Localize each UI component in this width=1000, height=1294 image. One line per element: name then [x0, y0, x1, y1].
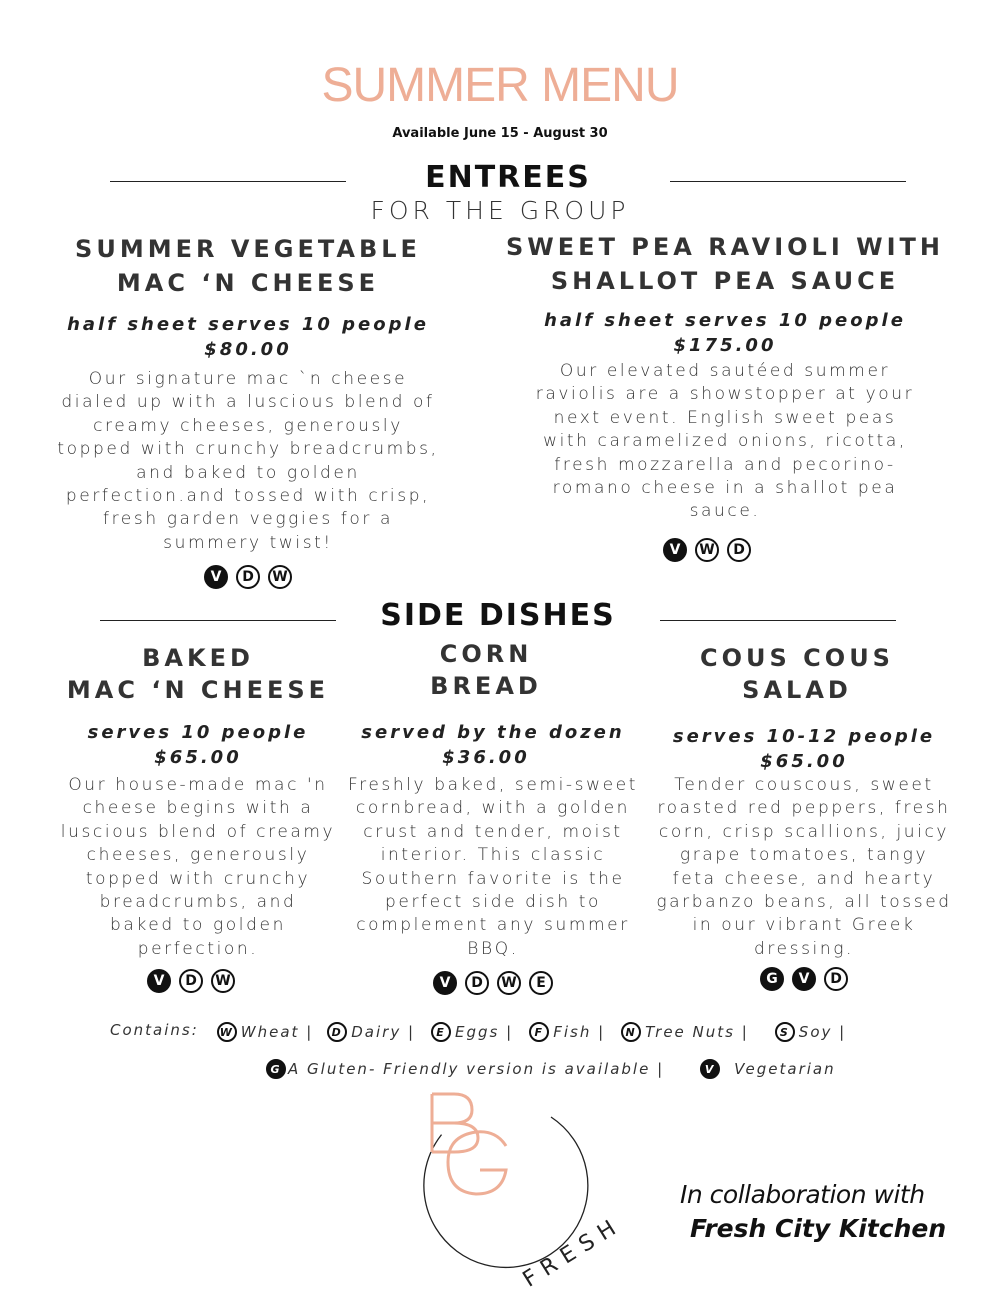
- vegetarian-icon: V: [147, 969, 171, 993]
- legend-wheat: Wheat |: [240, 1023, 314, 1041]
- title-line: MAC ‘N CHEESE: [66, 676, 330, 704]
- serves-text: half sheet serves 10 people: [544, 310, 906, 331]
- title-line: SALAD: [742, 676, 852, 704]
- divider-right: [670, 181, 906, 182]
- divider-left: [100, 620, 336, 621]
- price: $65.00: [760, 751, 848, 772]
- legend-dairy: Dairy |: [351, 1023, 416, 1041]
- entree-card-mac: [30, 232, 466, 589]
- dairy-icon: D: [236, 565, 260, 589]
- desc-line: garbanzo beans, all tossed: [656, 892, 952, 913]
- desc-line: topped with crunchy: [85, 868, 311, 889]
- desc-line: luscious blend of creamy: [60, 821, 336, 842]
- desc-line: Freshly baked, semi-sweet: [347, 775, 639, 795]
- item-title: [40, 642, 356, 706]
- bg-fresh-logo: [410, 1086, 628, 1293]
- vegetarian-icon: V: [663, 538, 687, 562]
- dietary-badges: [40, 969, 356, 993]
- legend-vegetarian: Vegetarian: [734, 1060, 836, 1078]
- serves-text: half sheet serves 10 people: [67, 314, 429, 335]
- desc-line: perfect side dish to: [385, 892, 601, 913]
- price: $175.00: [673, 335, 777, 356]
- side-card-corn-bread: [340, 638, 646, 995]
- price: $65.00: [154, 747, 242, 768]
- desc-line: Our house-made mac 'n: [68, 775, 328, 795]
- dairy-icon: D: [327, 1022, 347, 1042]
- item-description: [40, 774, 356, 961]
- desc-line: Tender couscous, sweet: [674, 775, 934, 795]
- side-card-baked-mac: [40, 642, 356, 993]
- gluten-friendly-icon: G: [266, 1059, 286, 1079]
- desc-line: perfection.and tossed with crisp,: [65, 486, 431, 507]
- dietary-badges: [30, 565, 466, 589]
- dairy-icon: D: [727, 538, 751, 562]
- desc-line: baked to golden: [110, 915, 286, 936]
- title-line: SWEET PEA RAVIOLI WITH: [506, 233, 944, 261]
- item-title: [340, 638, 646, 702]
- item-description: [500, 360, 950, 524]
- dairy-icon: D: [465, 971, 489, 995]
- availability-dates: Available June 15 - August 30: [392, 126, 608, 141]
- desc-line: roasted red peppers, fresh: [657, 798, 951, 819]
- legend-gluten: A Gluten- Friendly version is available |: [288, 1060, 665, 1078]
- title-line: CORN: [439, 640, 533, 668]
- desc-line: dialed up with a luscious blend of: [61, 392, 435, 413]
- desc-line: feta cheese, and hearty: [672, 868, 936, 889]
- desc-line: dressing.: [753, 938, 855, 959]
- vegetarian-icon: V: [792, 967, 816, 991]
- legend-tree-nuts: Tree Nuts |: [645, 1023, 749, 1041]
- contains-label: Contains:: [110, 1021, 199, 1039]
- desc-line: raviolis are a showstopper at your: [535, 384, 915, 405]
- dairy-icon: D: [179, 969, 203, 993]
- legend-soy: Soy |: [798, 1023, 847, 1041]
- vegetarian-icon: V: [700, 1059, 720, 1079]
- desc-line: romano cheese in a shallot pea: [552, 478, 898, 499]
- desc-line: fresh mozzarella and pecorino-: [554, 454, 896, 475]
- desc-line: summery twist!: [163, 532, 333, 553]
- desc-line: topped with crunchy breadcrumbs,: [57, 439, 439, 460]
- desc-line: perfection.: [137, 938, 259, 959]
- title-line: BREAD: [430, 672, 542, 700]
- dietary-badges: [500, 538, 950, 562]
- desc-line: interior. This classic: [380, 845, 606, 866]
- desc-line: cheeses, generously: [86, 845, 310, 866]
- collab-line-1: In collaboration with: [680, 1180, 925, 1209]
- wheat-icon: W: [497, 971, 521, 995]
- wheat-icon: W: [695, 538, 719, 562]
- desc-line: Our signature mac `n cheese: [88, 369, 408, 389]
- item-title: [30, 232, 466, 300]
- legend-row-1: [110, 1022, 846, 1042]
- wheat-icon: W: [268, 565, 292, 589]
- divider-left: [110, 181, 346, 182]
- desc-line: and baked to golden: [136, 462, 360, 483]
- gluten-friendly-icon: G: [760, 967, 784, 991]
- collab-line-2: Fresh City Kitchen: [690, 1214, 947, 1243]
- eggs-icon: E: [529, 971, 553, 995]
- item-description: [340, 774, 646, 961]
- legend-eggs: Eggs |: [455, 1023, 514, 1041]
- desc-line: BBQ.: [467, 938, 519, 959]
- desc-line: cornbread, with a golden: [355, 798, 631, 819]
- title-line: MAC ‘N CHEESE: [116, 269, 380, 297]
- logo-word: FRESH: [518, 1211, 628, 1293]
- vegetarian-icon: V: [204, 565, 228, 589]
- title-line: BAKED: [142, 644, 254, 672]
- desc-line: sauce.: [689, 501, 761, 522]
- menu-title: SUMMER MENU: [321, 59, 679, 112]
- legend-row-2: [266, 1059, 836, 1079]
- sides-heading: SIDE DISHES: [380, 598, 616, 633]
- desc-line: Southern favorite is the: [361, 868, 625, 889]
- desc-line: grape tomatoes, tangy: [679, 845, 929, 866]
- serves-text: served by the dozen: [361, 722, 625, 743]
- serves-text: serves 10-12 people: [672, 726, 936, 747]
- side-card-couscous: [648, 642, 960, 991]
- dairy-icon: D: [824, 967, 848, 991]
- desc-line: next event. English sweet peas: [553, 407, 897, 428]
- legend-fish: Fish |: [553, 1023, 606, 1041]
- dietary-badges: [340, 971, 646, 995]
- dietary-badges: [648, 967, 960, 991]
- title-line: COUS COUS: [700, 644, 894, 672]
- desc-line: cheese begins with a: [82, 798, 314, 819]
- fish-icon: F: [529, 1022, 549, 1042]
- eggs-icon: E: [431, 1022, 451, 1042]
- price: $36.00: [442, 747, 530, 768]
- tree-nuts-icon: N: [621, 1022, 641, 1042]
- desc-line: Our elevated sautéed summer: [559, 361, 891, 381]
- divider-right: [660, 620, 896, 621]
- item-title: [500, 230, 950, 298]
- entrees-heading: ENTREES: [425, 160, 591, 195]
- desc-line: fresh garden veggies for a: [103, 509, 393, 530]
- desc-line: in our vibrant Greek: [692, 915, 916, 936]
- vegetarian-icon: V: [433, 971, 457, 995]
- price: $80.00: [204, 339, 292, 360]
- item-title: [648, 642, 960, 706]
- wheat-icon: W: [211, 969, 235, 993]
- wheat-icon: W: [217, 1022, 237, 1042]
- logo-mark: [410, 1086, 628, 1293]
- item-description: [648, 774, 960, 961]
- desc-line: crust and tender, moist: [363, 821, 623, 842]
- desc-line: breadcrumbs, and: [99, 892, 297, 913]
- item-description: [30, 368, 466, 555]
- title-line: SUMMER VEGETABLE: [75, 235, 421, 263]
- desc-line: with caramelized onions, ricotta,: [543, 431, 907, 452]
- desc-line: complement any summer: [356, 915, 630, 936]
- entree-card-ravioli: [500, 230, 950, 562]
- soy-icon: S: [775, 1022, 795, 1042]
- serves-text: serves 10 people: [87, 722, 309, 743]
- title-line: SHALLOT PEA SAUCE: [550, 267, 900, 295]
- desc-line: corn, crisp scallions, juicy: [658, 821, 950, 842]
- desc-line: creamy cheeses, generously: [93, 415, 403, 436]
- entrees-subheading: FOR THE GROUP: [370, 196, 630, 225]
